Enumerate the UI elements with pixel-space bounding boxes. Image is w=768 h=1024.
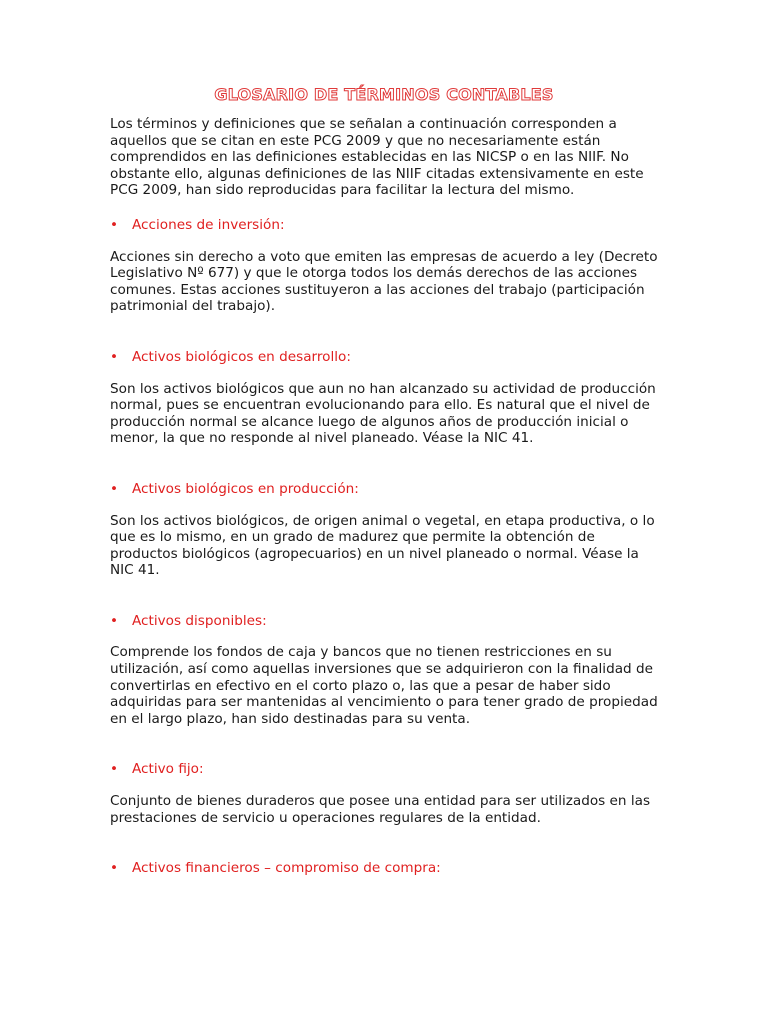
term-heading (110, 349, 662, 366)
term-label: Activo fijo: (132, 761, 204, 778)
term-definition: Comprende los fondos de caja y bancos que no tienen restricciones en su utilización, así como aquellas inversiones que se adquirieron con la finalidad de convertirlas en efectivo en el corto plazo o, las que a pesar de haber sido adquiridas para ser mantenidas al vencimiento o para tener grado de propiedad en el largo plazo, han sido destinadas para su venta. (110, 644, 658, 727)
term-definition: Son los activos biológicos, de origen animal o vegetal, en etapa productiva, o lo que es lo mismo, en un grado de madurez que permite la obtención de productos biológicos (agropecuarios) en un nivel planeado o normal. Véase la NIC 41. (110, 512, 655, 579)
term-heading (110, 761, 662, 778)
term-heading (110, 481, 662, 498)
bullet-icon: • (110, 612, 119, 629)
term-label: Activos disponibles: (132, 612, 267, 629)
bullet-icon: • (110, 860, 119, 877)
term-heading (110, 613, 662, 630)
term-label: Activos financieros – compromiso de compra: (132, 860, 441, 877)
glossary-content (110, 116, 662, 877)
term-definition: Acciones sin derecho a voto que emiten las empresas de acuerdo a ley (Decreto Legislativo Nº 677) y que le otorga todos los demás derechos de las acciones comunes. Estas acciones sustituyeron a las acciones del trabajo (participación patrimonial del trabajo). (110, 248, 658, 315)
bullet-icon: • (110, 216, 119, 233)
term-heading (110, 217, 662, 234)
term-heading (110, 860, 662, 877)
term-label: Activos biológicos en desarrollo: (132, 348, 351, 365)
intro-paragraph: Los términos y definiciones que se señalan a continuación corresponden a aquellos que se citan en este PCG 2009 y que no necesariamente están comprendidos en las definiciones establecidas en las NICSP o en las NIIF. No obstante ello, algunas definiciones de las NIIF citadas extensivamente en este PCG 2009, han sido reproducidas para facilitar la lectura del mismo. (110, 116, 644, 199)
term-definition: Conjunto de bienes duraderos que posee una entidad para ser utilizados en las prestaciones de servicio u operaciones regulares de la entidad. (110, 793, 651, 826)
term-label: Activos biológicos en producción: (132, 480, 359, 497)
term-definition: Son los activos biológicos que aun no han alcanzado su actividad de producción normal, pues se encuentran evolucionando para ello. Es natural que el nivel de producción normal se alcance luego de algunos años de producción inicial o menor, la que no responde al nivel planeado. Véase la NIC 41. (110, 380, 656, 447)
term-label: Acciones de inversión: (132, 216, 285, 233)
glossary-title: GLOSARIO DE TÉRMINOS CONTABLES (214, 85, 554, 104)
bullet-icon: • (110, 761, 119, 778)
bullet-icon: • (110, 480, 119, 497)
bullet-icon: • (110, 348, 119, 365)
